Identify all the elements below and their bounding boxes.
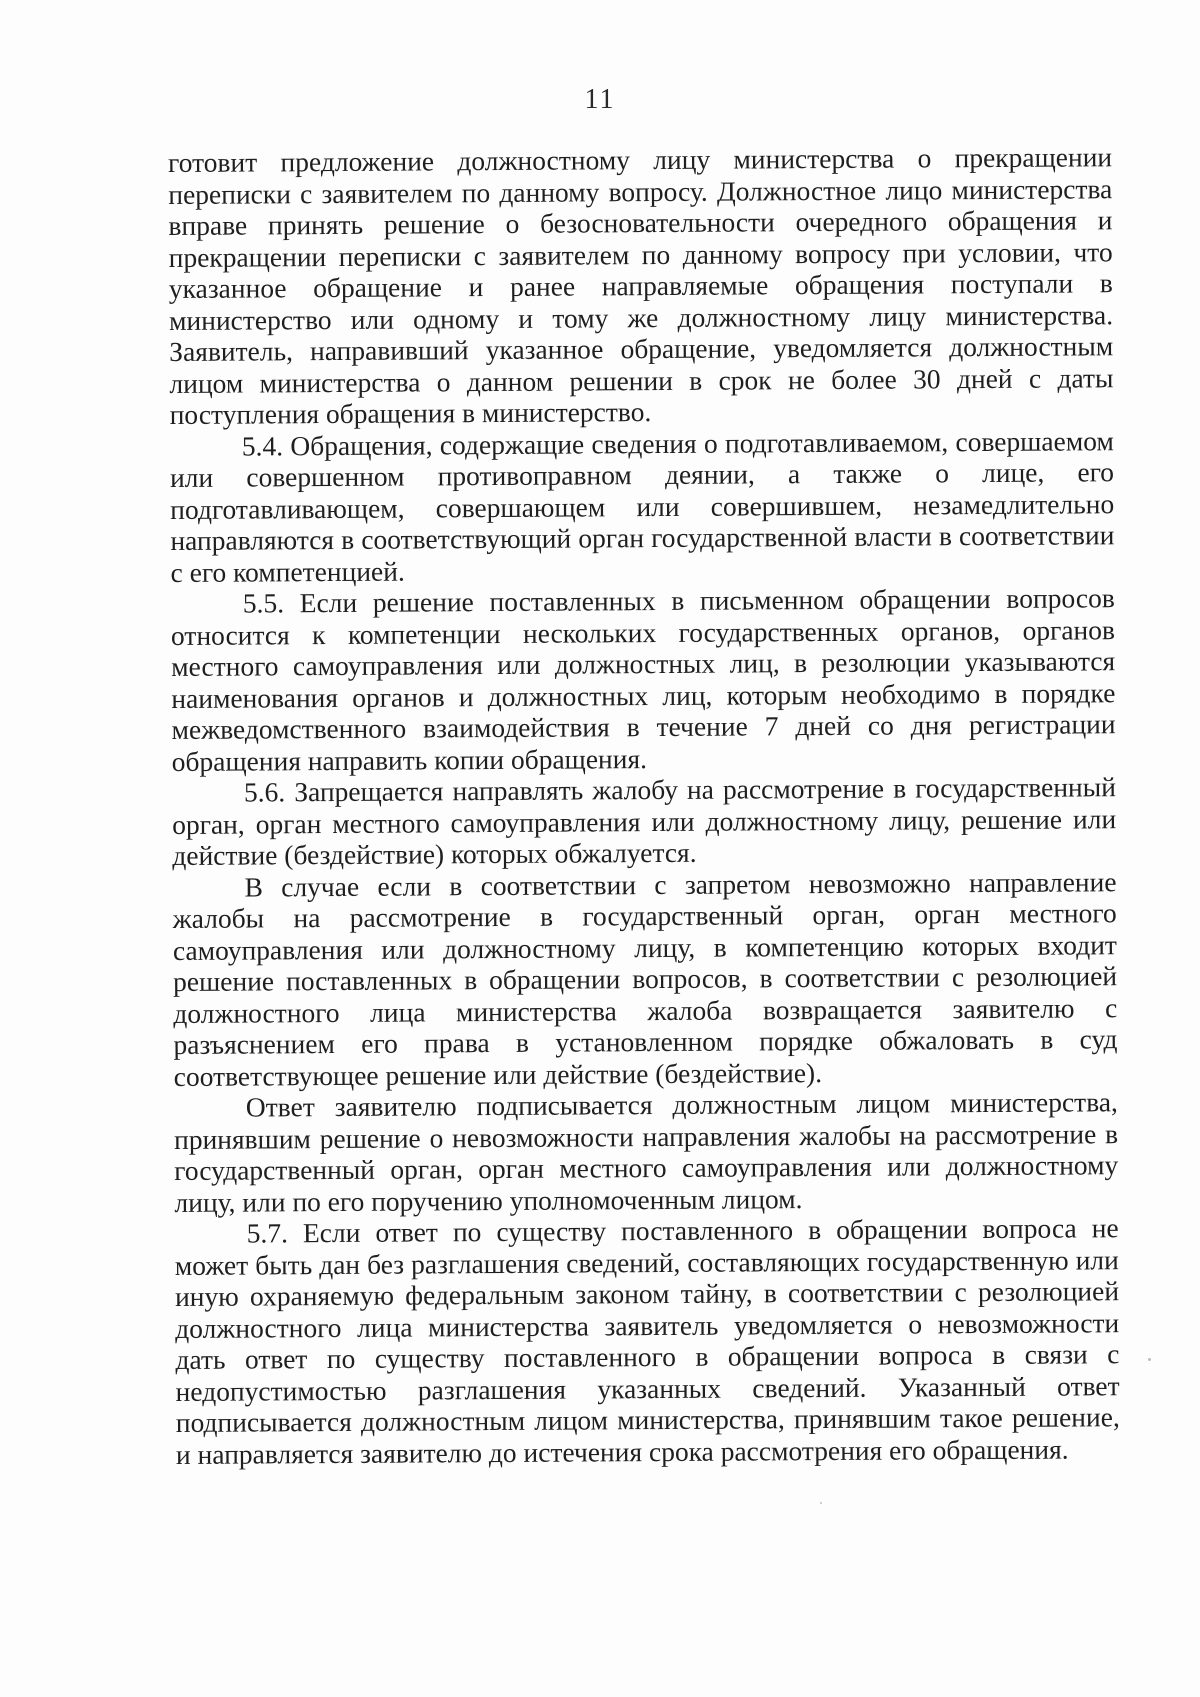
paragraph-5-7: 5.7. Если ответ по существу поставленного в обращении вопроса не может быть дан без разглашения сведений, составляющих государственную или иную охраняемую федеральным законом тайну, в соответствии с резолюцией должностного лица министерства заявитель уведомляется о невозможности дать ответ по существу поставленного в обращении вопроса в связи с недопустимостью разглашения указанных сведений. Указанный ответ подписывается должностным лицом министерства, принявшим такое решение, и направляется заявителю до истечения срока рассмотрения его обращения. — [174, 1212, 1120, 1470]
scan-artifact — [820, 1502, 822, 1504]
paragraph-5-5: 5.5. Если решение поставленных в письменном обращении вопросов относится к компетенции нескольких государственных органов, органов местного самоуправления или должностных лиц, в резолюции указываются наименования органов и должностных лиц, которым необходимо в порядке межведомственного взаимодействия в течение 7 дней со дня регистрации обращения направить копии обращения. — [170, 582, 1116, 777]
document-body — [168, 141, 1120, 1470]
paragraph-continuation: готовит предложение должностному лицу министерства о прекращении переписки с заявителем по данному вопросу. Должностное лицо министерства вправе принять решение о безосновательности очередного обращения и прекращении переписки с заявителем по данному вопросу при условии, что указанное обращение и ранее направляемые обращения поступали в министерство или одному и тому же должностному лицу министерства. Заявитель, направивший указанное обращение, уведомляется должностным лицом министерства о данном решении в срок не более 30 дней с даты поступления обращения в министерство. — [168, 141, 1114, 430]
paragraph-5-6: 5.6. Запрещается направлять жалобу на рассмотрение в государственный орган, орган местного самоуправления или должностному лицу, решение или действие (бездействие) которых обжалуется. — [172, 771, 1117, 871]
paragraph-5-6-case: В случае если в соответствии с запретом невозможно направление жалобы на рассмотрение в государственный орган, орган местного самоуправления или должностному лицу, в компетенцию которых входит решение поставленных в обращении вопросов, в соответствии с резолюцией должностного лица министерства жалоба возвращается заявителю с разъяснением его права в установленном порядке обжаловать в суд соответствующее решение или действие (бездействие). — [172, 865, 1118, 1092]
page-number: 11 — [584, 84, 616, 115]
scan-artifact — [1148, 1358, 1151, 1361]
paragraph-5-6-response: Ответ заявителю подписывается должностным лицом министерства, принявшим решение о невозможности направления жалобы на рассмотрение в государственный орган, орган местного самоуправления или должностному лицу, или по его поручению уполномоченным лицом. — [173, 1086, 1119, 1218]
paragraph-5-4: 5.4. Обращения, содержащие сведения о подготавливаемом, совершаемом или совершенном противоправном деянии, а также о лице, его подготавливающем, совершающем или совершившем, незамедлительно направляются в соответствующий орган государственной власти в соответствии с его компетенцией. — [169, 424, 1115, 588]
